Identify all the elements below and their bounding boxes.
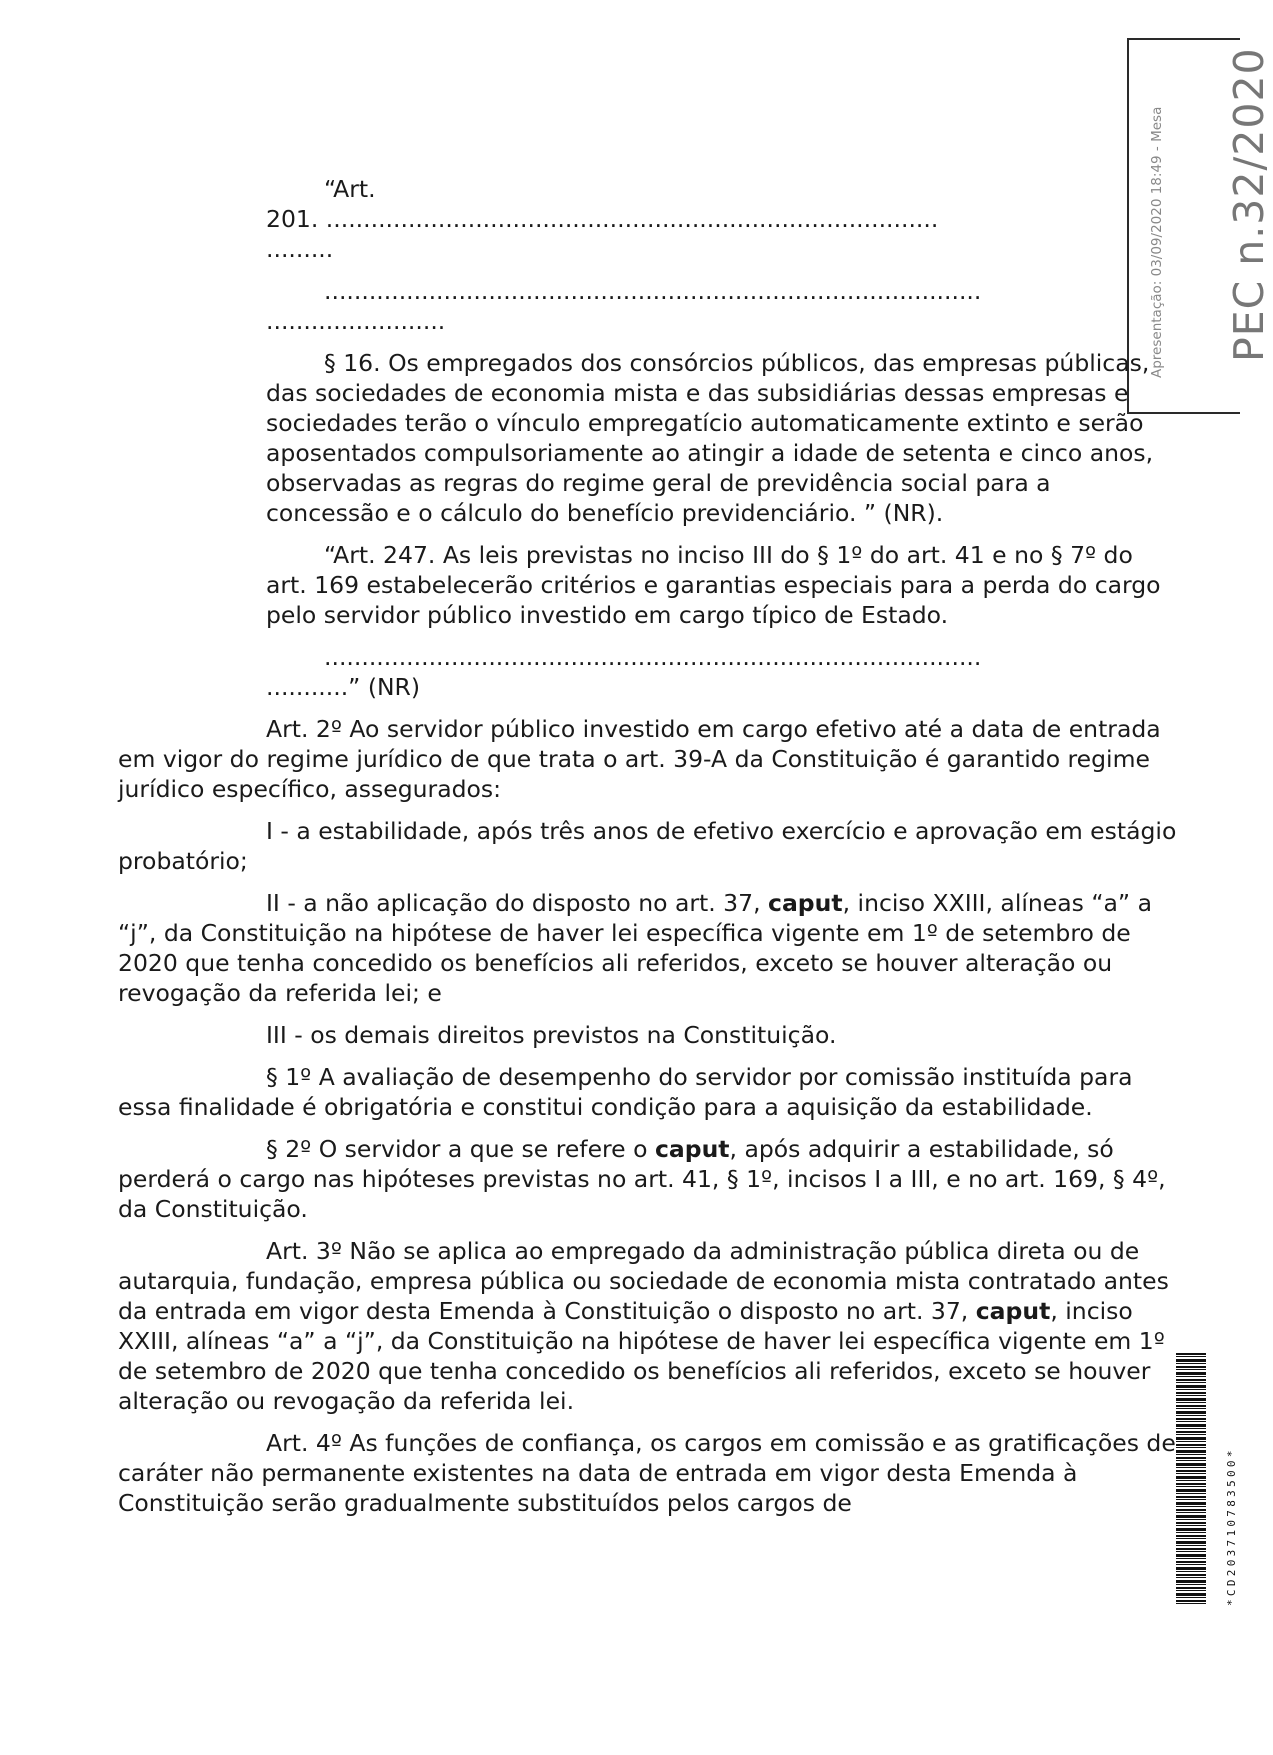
presentation-date-stamp: Apresentação: 03/09/2020 18:49 - Mesa — [1149, 106, 1165, 378]
inciso-2-text-start: II - a não aplicação do disposto no art. 37, — [266, 889, 769, 917]
article-2-inciso-2 — [118, 888, 1178, 1008]
document-body — [118, 174, 1178, 1530]
paragraph-2-text-start: § 2º O servidor a que se refere o — [266, 1135, 655, 1163]
omitted-dots-line-end: ........................ — [266, 307, 446, 335]
article-2-inciso-3: III - os demais direitos previstos na Constituição. — [266, 1021, 837, 1049]
art-201-heading: “Art. — [324, 175, 376, 203]
article-3 — [118, 1236, 1178, 1416]
art-247-dots: ........................................................................................ — [324, 643, 982, 671]
inciso-2-text-end: , inciso XXIII, alíneas “a” a “j”, da Constituição na hipótese de haver lei específica vigente em 1º de setembro de 2020 que tenha concedido os benefícios ali referidos, exceto se houver alteração ou revogação da referida lei; e — [118, 889, 1152, 1007]
art-201-block — [118, 174, 1178, 264]
art-247-omitted-block — [118, 642, 1178, 702]
article-3-text-start: Art. 3º Não se aplica ao empregado da administração pública direta ou de autarquia, fundação, empresa pública ou sociedade de economia mista contratado antes da entrada em vigor desta Emenda à Constituição o disposto no art. 37, — [118, 1237, 1169, 1325]
article-2-inciso-1: I - a estabilidade, após três anos de efetivo exercício e aprovação em estágio probatório; — [118, 817, 1177, 875]
barcode-number: *CD203710783500* — [1225, 1447, 1238, 1606]
article-3-text-end: , inciso XXIII, alíneas “a” a “j”, da Constituição na hipótese de haver lei específica vigente em 1º de setembro de 2020 que tenha concedido os benefícios ali referidos, exceto se houver alteração ou revogação da referida lei. — [118, 1297, 1165, 1415]
art-201-dots: 201. .................................................................................. — [266, 205, 939, 233]
caput-emphasis: caput — [654, 1135, 730, 1163]
article-2-paragraph-1: § 1º A avaliação de desempenho do servidor por comissão instituída para essa finalidade é obrigatória e constitui condição para a aquisição da estabilidade. — [118, 1063, 1133, 1121]
caput-emphasis: caput — [768, 889, 843, 917]
article-2-paragraph-2 — [118, 1134, 1178, 1224]
caput-emphasis: caput — [975, 1297, 1051, 1325]
pec-number-stamp: PEC n.32/2020 — [1225, 47, 1273, 362]
art-247: “Art. 247. As leis previstas no inciso III do § 1º do art. 41 e no § 7º do art. 169 estabelecerão critérios e garantias especiais para a perda do cargo pelo servidor público investido em cargo típico de Estado. — [266, 541, 1161, 629]
article-2: Art. 2º Ao servidor público investido em cargo efetivo até a data de entrada em vigor do regime jurídico de que trata o art. 39-A da Constituição é garantido regime jurídico específico, assegurados: — [118, 715, 1161, 803]
art-247-dots-end: ...........” (NR) — [266, 673, 421, 701]
article-4: Art. 4º As funções de confiança, os cargos em comissão e as gratificações de caráter não permanente existentes na data de entrada em vigor desta Emenda à Constituição serão gradualmente substituídos pelos cargos de — [118, 1429, 1176, 1517]
paragraph-2-text-end: , após adquirir a estabilidade, só perderá o cargo nas hipóteses previstas no art. 41, § 1º, incisos I a III, e no art. 169, § 4º, da Constituição. — [118, 1135, 1166, 1223]
paragraph-16: § 16. Os empregados dos consórcios públicos, das empresas públicas, das sociedades de economia mista e das subsidiárias dessas empresas e sociedades terão o vínculo empregatício automaticamente extinto e serão aposentados compulsoriamente ao atingir a idade de setenta e cinco anos, observadas as regras do regime geral de previdência social para a concessão e o cálculo do benefício previdenciário. ” (NR). — [266, 349, 1154, 527]
omitted-dots-line: ........................................................................................ — [324, 277, 982, 305]
barcode — [1176, 1353, 1206, 1605]
art-201-dots-continued: ......... — [266, 235, 334, 263]
omitted-text-block — [118, 276, 1178, 336]
